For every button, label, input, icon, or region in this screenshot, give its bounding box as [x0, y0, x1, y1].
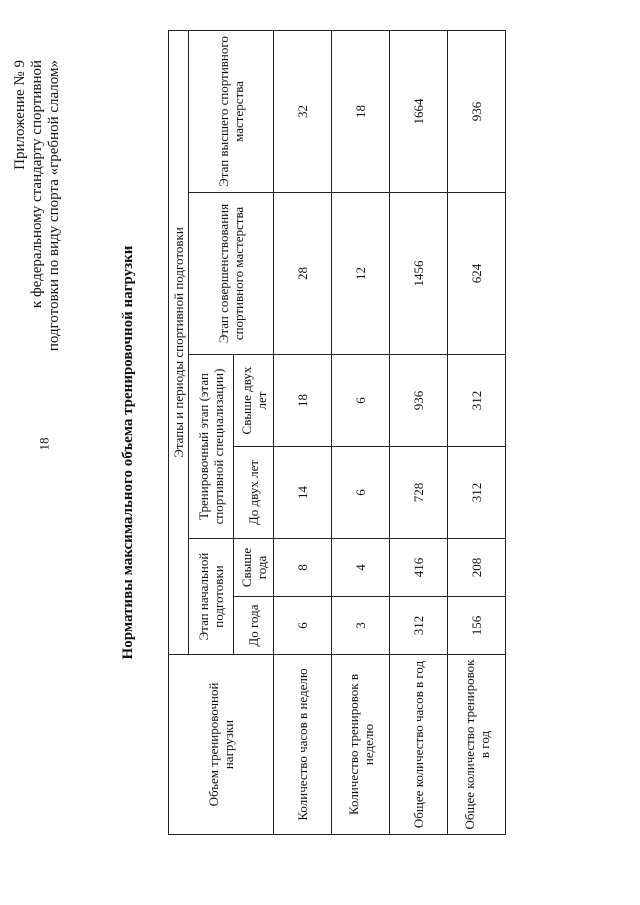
table-row	[390, 30, 448, 834]
table-cell: 6	[332, 355, 390, 447]
table-cell: 1664	[390, 30, 448, 192]
subheader-up-to-year: До года	[234, 597, 274, 655]
subheader-up-to-two-years: До двух лет	[234, 447, 274, 539]
table-cell: 6	[274, 597, 332, 655]
table-cell: 32	[274, 30, 332, 192]
table-cell: 936	[390, 355, 448, 447]
table-cell: 1456	[390, 193, 448, 355]
table-cell: 312	[448, 355, 506, 447]
header-load-volume: Объем тренировочной нагрузки	[169, 655, 274, 835]
table-cell: 28	[274, 193, 332, 355]
row-label: Общее количество часов в год	[390, 655, 448, 835]
row-label: Общее количество тренировок в год	[448, 655, 506, 835]
table-cell: 416	[390, 539, 448, 597]
header-stages-group: Этапы и периоды спортивной подготовки	[169, 30, 189, 654]
table-cell: 6	[332, 447, 390, 539]
header-stage-improvement: Этап совершенствования спортивного мастерства	[189, 193, 274, 355]
table-cell: 14	[274, 447, 332, 539]
subheader-over-two-years: Свыше двух лет	[234, 355, 274, 447]
table-cell: 8	[274, 539, 332, 597]
table-cell: 312	[390, 597, 448, 655]
appendix-number: Приложение № 9	[12, 60, 28, 170]
subheader-over-year: Свыше года	[234, 539, 274, 597]
table-cell: 728	[390, 447, 448, 539]
table-cell: 624	[448, 193, 506, 355]
header-stage-training: Тренировочный этап (этап спортивной специализации)	[189, 355, 234, 539]
table-cell: 18	[274, 355, 332, 447]
table-cell: 4	[332, 539, 390, 597]
table-cell: 12	[332, 193, 390, 355]
table-cell: 18	[332, 30, 390, 192]
appendix-sport: подготовки по виду спорта «гребной слалом»	[46, 60, 62, 352]
table-row	[332, 30, 390, 834]
table-row	[448, 30, 506, 834]
appendix-header	[12, 60, 63, 351]
table-cell: 312	[448, 447, 506, 539]
table-row	[274, 30, 332, 834]
header-stage-initial: Этап начальной подготовки	[189, 539, 234, 655]
header-stage-higher: Этап высшего спортивного мастерства	[189, 30, 274, 192]
row-label: Количество часов в неделю	[274, 655, 332, 835]
table-cell: 156	[448, 597, 506, 655]
appendix-standard: к федеральному стандарту спортивной	[29, 60, 45, 309]
page-number: 18	[36, 437, 52, 451]
table-cell: 3	[332, 597, 390, 655]
table-cell: 936	[448, 30, 506, 192]
table-cell: 208	[448, 539, 506, 597]
document-title: Нормативы максимального объема тренировочной нагрузки	[120, 245, 136, 660]
row-label: Количество тренировок в неделю	[332, 655, 390, 835]
load-norms-table	[168, 30, 506, 835]
